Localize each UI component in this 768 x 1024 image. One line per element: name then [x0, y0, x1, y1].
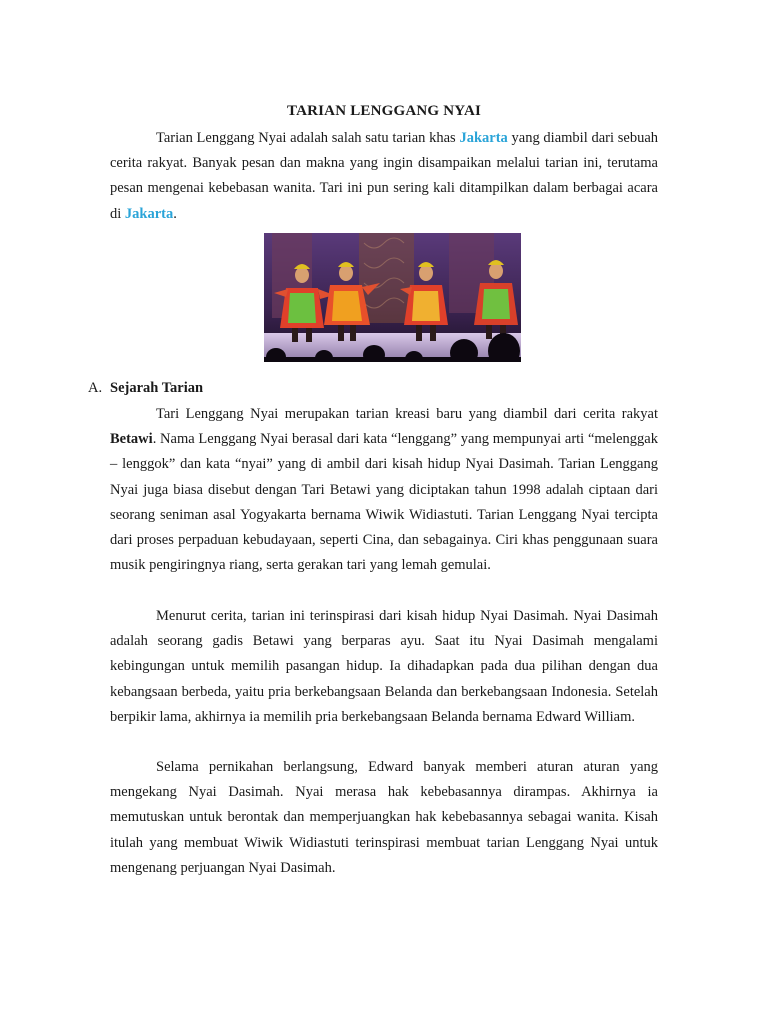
jakarta-link[interactable]: Jakarta — [459, 130, 508, 146]
section-a-paragraph-1 — [110, 402, 658, 578]
intro-text-3: . — [173, 205, 177, 222]
intro-text-2: yang diambil dari sebuah cerita rakyat. Banyak pesan dan makna yang ingin disampaikan melalui tarian ini, terutama pesan mengenai kebebasan wanita. Tari ini pun sering kali ditampilkan dalam berbagai acara di — [110, 130, 659, 222]
intro-text-1: Tarian Lenggang Nyai adalah salah satu tarian khas — [156, 130, 460, 146]
section-a-paragraph-3: Selama pernikahan berlangsung, Edward banyak memberi aturan aturan yang mengekang Nyai Dasimah. Nyai merasa hak kebebasannya dirampas. Akhirnya ia memutuskan untuk berontak dan memperjuangkan hak kebebasannya sebagai wanita. Kisah itulah yang membuat Wiwik Widiastuti terinspirasi membuat tarian Lenggang Nyai untuk mengenang perjuangan Nyai Dasimah. — [110, 759, 658, 876]
p1-text-a: Tari Lenggang Nyai merupakan tarian kreasi baru yang diambil dari cerita rakyat — [156, 406, 658, 422]
document-title: TARIAN LENGGANG NYAI — [286, 103, 482, 119]
p1-text-b: . Nama Lenggang Nyai berasal dari kata “lenggang” yang mempunyai arti “melenggak – lenggok” dan kata “nyai” yang di ambil dari kisah hidup Nyai Dasimah. Tarian Lenggang Nyai juga biasa disebut dengan Tari Betawi yang diciptakan tahun 1998 adalah ciptaan dari seorang seniman asal Yogyakarta bernama Wiwik Widiastuti. Tarian Lenggang Nyai tercipta dari proses perpaduan kebudayaan, seperti Cina, dan sebagainya. Ciri khas penggunaan suara musik pengiringnya riang, serta gerakan tari yang lemah gemulai. — [110, 431, 658, 574]
jakarta-link-2[interactable]: Jakarta — [124, 205, 174, 222]
section-a-heading — [88, 380, 203, 397]
section-a-paragraph-2: Menurut cerita, tarian ini terinspirasi dari kisah hidup Nyai Dasimah. Nyai Dasimah adalah seorang gadis Betawi yang berparas ayu. Saat itu Nyai Dasimah mengalami kebingungan untuk memilih pasangan hidup. Ia dihadapkan pada dua pilihan dengan dua kebangsaan berbeda, yaitu pria berkebangsaan Belanda dan berkebangsaan Indonesia. Setelah berpikir lama, akhirnya ia memilih pria berkebangsaan Belanda bernama Edward William. — [110, 608, 658, 725]
section-a-label: Sejarah Tarian — [110, 380, 204, 396]
dancers-illustration — [264, 233, 521, 362]
intro-paragraph — [110, 126, 658, 227]
section-a-marker: A. — [88, 380, 103, 396]
betawi-bold: Betawi — [110, 431, 153, 448]
dance-photo — [264, 233, 521, 362]
